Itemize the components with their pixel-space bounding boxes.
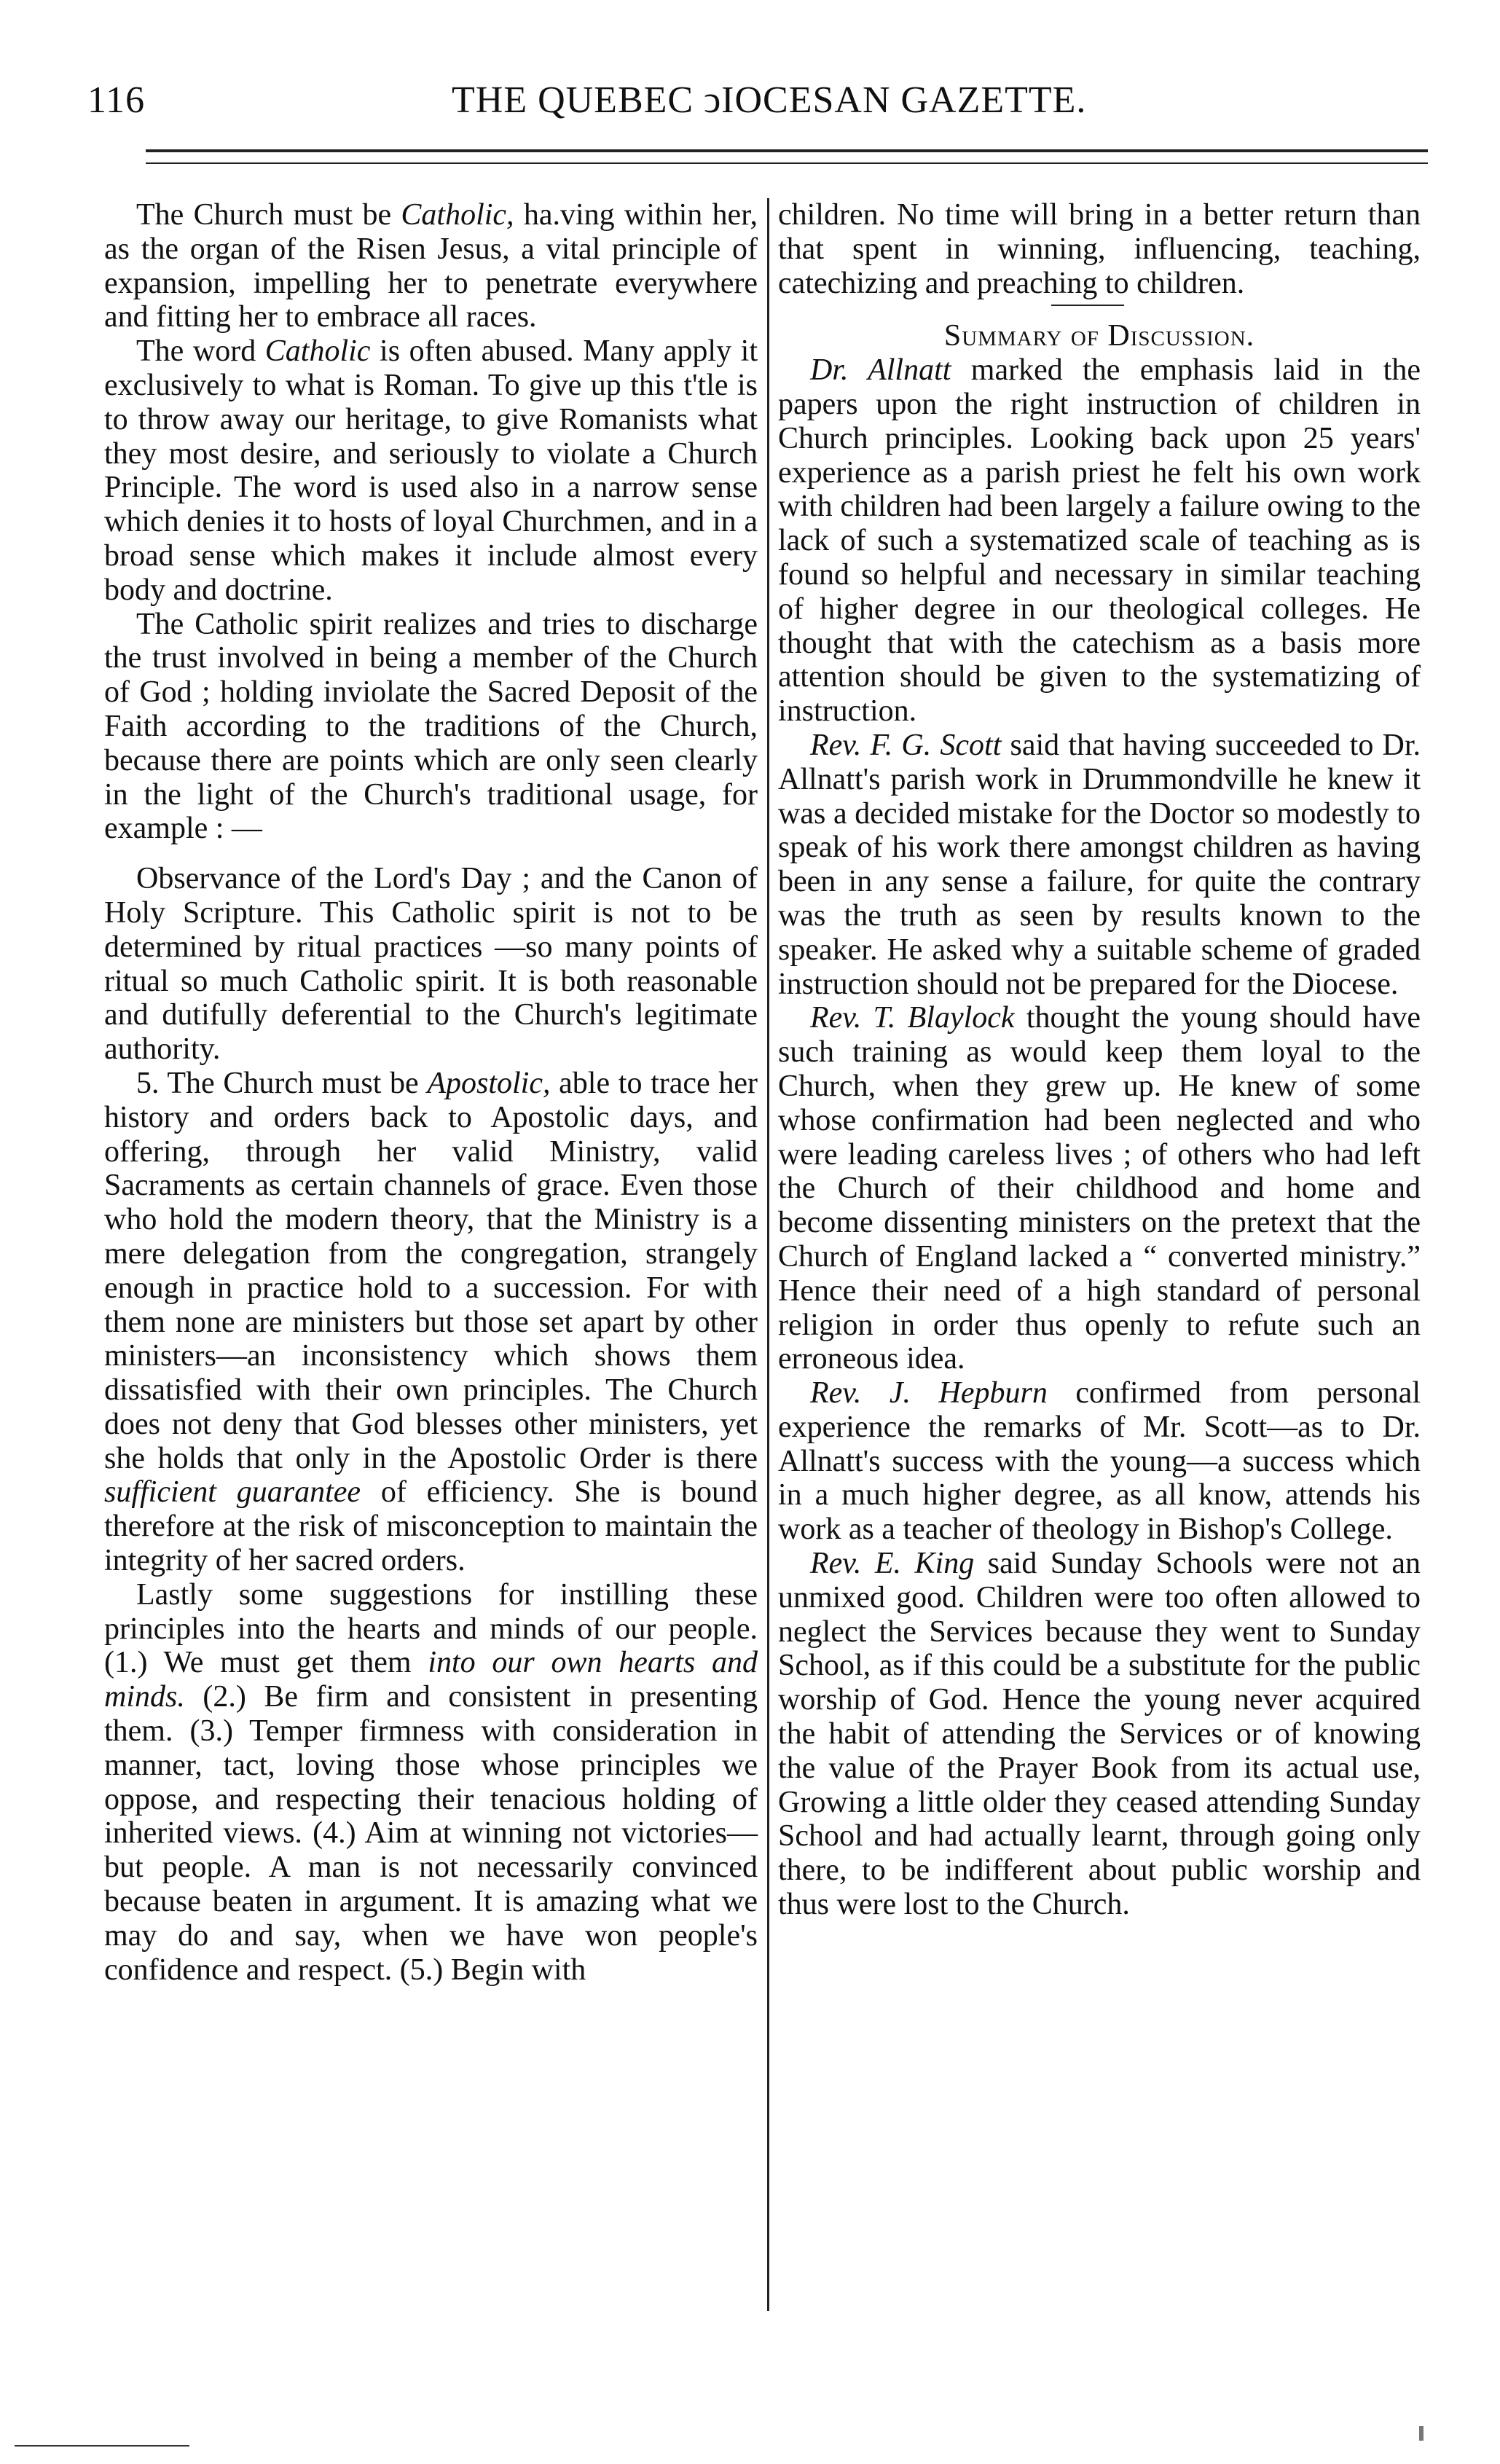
paragraph-catholic-spirit: The Catholic spirit realizes and tries to discharge the trust involved in being a member of the Church of God ; holding inviolate the Sacred Deposit of the Faith according to the traditions of the Church, because there are points which are only seen clearly in the light of the Church's traditional usage, for example : — <box>104 607 758 846</box>
left-column <box>104 198 758 1987</box>
paragraph-observance: Observance of the Lord's Day ; and the Canon of Holy Scripture. This Catholic spirit is not to be determined by ritual practices —so many points of ritual so much Catholic spirit. It is both reasonable and dutifully deferential to the Church's legitimate authority. <box>104 862 758 1067</box>
discussion-allnatt: Dr. Allnatt marked the emphasis laid in the papers upon the right instruction of children in Church principles. Looking back upon 25 years' experience as a parish priest he felt his own work with children had been largely a failure owing to the lack of such a systematized scale of teaching as is found so helpful and necessary in similar teaching of higher degree in our theological colleges. He thought that with the catechism as a basis more attention should be given to the systematizing of instruction. <box>778 353 1421 729</box>
publication-title: THE QUEBEC ↄIOCESAN GAZETTE. <box>452 79 1087 121</box>
right-column <box>778 198 1421 1922</box>
paragraph-suggestions: Lastly some suggestions for instilling these principles into the hearts and minds of our people. (1.) We must get them into our own hearts and minds. (2.) Be firm and consistent in presenting them. (3.) Temper firmness with consideration in manner, tact, loving those whose principles we oppose, and respecting their tenacious holding of inherited views. (4.) Aim at winning not victories—but people. A man is not necessarily convinced because beaten in argument. It is amazing what we may do and say, when we have won people's confidence and respect. (5.) Begin with <box>104 1577 758 1987</box>
column-divider <box>767 198 769 2311</box>
paragraph-apostolic: 5. The Church must be Apostolic, able to trace her history and orders back to Apostolic days, and offering, through her valid Ministry, valid Sacraments as certain channels of grace. Even those who hold the modern theory, that the Ministry is a mere delegation from the congregation, strangely enough in practice hold to a succession. For with them none are ministers but those set apart by other ministers—an inconsistency which shows them dissatisfied with their own principles. The Church does not deny that God blesses other ministers, yet she holds that only in the Apostolic Order is there sufficient guarantee of efficiency. She is bound therefore at the risk of misconception to maintain the integrity of her sacred orders. <box>104 1066 758 1578</box>
paragraph-catholic: The Church must be Catholic, ha.ving within her, as the organ of the Risen Jesus, a vital principle of expansion, impelling her to penetrate everywhere and fitting her to embrace all races. <box>104 198 758 334</box>
paragraph-children: children. No time will bring in a better return than that spent in winning, influencing, teaching, catechizing and preaching to children. <box>778 198 1421 300</box>
header-rule-thick <box>146 149 1428 152</box>
section-rule <box>1051 305 1124 306</box>
header-rule-thin <box>146 162 1428 164</box>
footer-mark <box>1419 2426 1424 2441</box>
discussion-scott: Rev. F. G. Scott said that having succeeded to Dr. Allnatt's parish work in Drummondville he knew it was a decided mistake for the Doctor so modestly to speak of his work there amongst children as having been in any sense a failure, for quite the contrary was the truth as seen by results known to the speaker. He asked why a suitable scheme of graded instruction should not be prepared for the Diocese. <box>778 728 1421 1001</box>
page-number: 116 <box>87 79 146 121</box>
page-header <box>87 79 1413 130</box>
paragraph-word-catholic: The word Catholic is often abused. Many apply it exclusively to what is Roman. To give up this t'tle is to throw away our heritage, to give Romanists what they most desire, and seriously to violate a Church Principle. The word is used also in a narrow sense which denies it to hosts of loyal Churchmen, and in a broad sense which makes it include almost every body and doctrine. <box>104 334 758 607</box>
footer-rule <box>15 2445 189 2447</box>
discussion-hepburn: Rev. J. Hepburn confirmed from personal experience the remarks of Mr. Scott—as to Dr. Allnatt's success with the young—a success which in a much higher degree, as all know, attends his work as a teacher of theology in Bishop's College. <box>778 1376 1421 1547</box>
discussion-blaylock: Rev. T. Blaylock thought the young should have such training as would keep them loyal to the Church, when they grew up. He knew of some whose confirmation had been neglected and who were leading careless lives ; of others who had left the Church of their childhood and home and become dissenting ministers on the pretext that the Church of England lacked a “ converted ministry.” Hence their need of a high standard of personal religion in order thus openly to refute such an erroneous idea. <box>778 1001 1421 1376</box>
discussion-king: Rev. E. King said Sunday Schools were not an unmixed good. Children were too often allowed to neglect the Services because they went to Sunday School, as if this could be a substitute for the public worship of God. Hence the young never acquired the habit of attending the Services or of knowing the value of the Prayer Book from its actual use, Growing a little older they ceased attending Sunday School and had actually learnt, through going only there, to be indifferent about public worship and thus were lost to the Church. <box>778 1547 1421 1922</box>
section-heading: Summary of Discussion. <box>943 319 1255 353</box>
